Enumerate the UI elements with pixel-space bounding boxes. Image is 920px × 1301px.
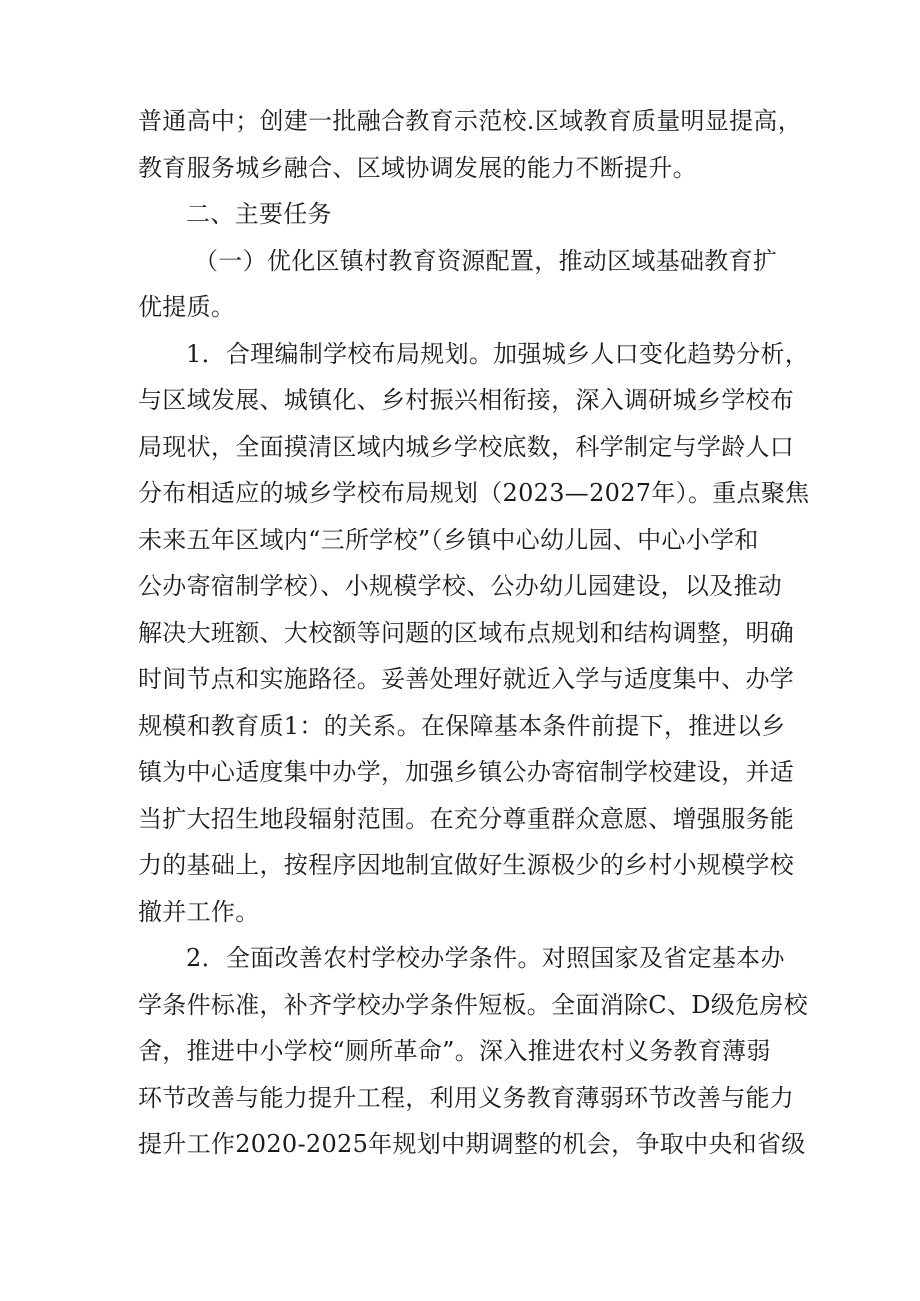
text-line: 时间节点和实施路径。妥善处理好就近入学与适度集中、办学: [138, 665, 795, 693]
text-line: 未来五年区域内“三所学校”（乡镇中心幼儿园、中心小学和: [138, 525, 759, 554]
text-line: 力的基础上，按程序因地制宜做好生源极少的乡村小规模学校: [138, 851, 795, 879]
text-line: 与区域发展、城镇化、乡村振兴相衔接，深入调研城乡学校布: [138, 386, 795, 414]
paragraph-first-line: 2．全面改善农村学校办学条件。对照国家及省定基本办: [186, 944, 785, 972]
text-line: 解决大班额、大校额等问题的区域布点规划和结构调整，明确: [138, 618, 795, 647]
text-line: 撤并工作。: [138, 897, 260, 926]
text-line: 分布相适应的城乡学校布局规划（2023—2027年）。重点聚焦: [138, 479, 810, 507]
subsection-heading: （一）优化区镇村教育资源配置，推动区域基础教育扩: [194, 246, 778, 275]
text-line: 当扩大招生地段辐射范围。在充分尊重群众意愿、增强服务能: [138, 804, 795, 833]
text-line: 环节改善与能力提升工程，利用义务教育薄弱环节改善与能力: [138, 1083, 795, 1112]
text-line: 镇为中心适度集中办学，加强乡镇公办寄宿制学校建设，并适: [138, 758, 795, 786]
text-line: 优提质。: [138, 293, 236, 321]
text-line: 学条件标准，补齐学校办学条件短板。全面消除C、D级危房校: [138, 990, 809, 1019]
text-line: 公办寄宿制学校）、小规模学校、公办幼儿园建设，以及推动: [138, 572, 783, 600]
text-line: 规模和教育质1：的关系。在保障基本条件前提下，推进以乡: [138, 711, 786, 740]
text-line: 提升工作2020-2025年规划中期调整的机会，争取中央和省级: [138, 1130, 806, 1158]
text-line: 局现状，全面摸清区域内城乡学校底数，科学制定与学龄人口: [138, 432, 795, 461]
paragraph-first-line: 1．合理编制学校布局规划。加强城乡人口变化趋势分析，: [186, 339, 810, 368]
document-body: [138, 98, 818, 1168]
text-line: 教育服务城乡融合、区域协调发展的能力不断提升。: [138, 153, 697, 182]
text-line: 舍，推进中小学校“厕所革命”。深入推进农村义务教育薄弱: [138, 1037, 771, 1065]
text-line: 普通高中；创建一批融合教育示范校.区域教育质量明显提高，: [138, 107, 803, 135]
section-heading: 二、主要任务: [186, 200, 332, 228]
